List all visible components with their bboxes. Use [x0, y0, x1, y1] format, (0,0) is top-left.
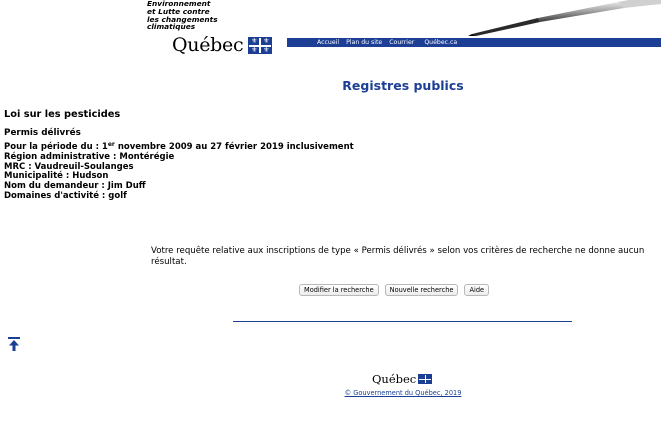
ministry-name [147, 0, 257, 31]
help-button[interactable]: Aide [464, 284, 489, 296]
quebec-wordmark: Québec [172, 34, 244, 56]
new-search-button[interactable]: Nouvelle recherche [385, 284, 459, 296]
law-heading: Loi sur les pesticides [4, 109, 121, 120]
criteria-municipality: Municipalité : Hudson [4, 171, 109, 182]
back-to-top-icon[interactable] [8, 336, 20, 350]
nav-link-quebec-ca[interactable]: Québec.ca [424, 39, 458, 46]
ministry-line: climatiques [147, 22, 196, 32]
register-type-heading: Permis délivrés [4, 128, 81, 138]
footer-wordmark: Québec [372, 372, 417, 386]
quebec-logo[interactable] [172, 34, 272, 56]
criteria-mrc: MRC : Vaudreuil-Soulanges [4, 161, 134, 172]
criteria-applicant: Nom du demandeur : Jim Duff [4, 181, 146, 192]
criteria-region: Région administrative : Montérégie [4, 151, 175, 162]
footer-flag-icon [418, 374, 432, 384]
nav-link-courrier[interactable]: Courrier [389, 39, 415, 46]
ministry-line: et Lutte contre [147, 6, 210, 16]
quebec-flag-icon: ⚜ ⚜ ⚜ ⚜ [248, 37, 272, 54]
nav-link-plan-du-site[interactable]: Plan du site [346, 39, 383, 46]
ministry-line: les changements [147, 14, 218, 24]
footer-quebec-logo[interactable] [372, 372, 432, 386]
criteria-domains: Domaines d'activité : golf [4, 190, 127, 201]
nav-link-accueil[interactable]: Accueil [317, 39, 340, 46]
ministry-line: Environnement [147, 0, 211, 8]
no-results-message: Votre requête relative aux inscriptions de type « Permis délivrés » selon vos critères de recherche ne donne aucun résultat. [151, 246, 645, 267]
action-buttons [299, 284, 489, 296]
pen-icon [468, 0, 661, 36]
top-navigation [287, 38, 661, 47]
period-suffix: novembre 2009 au 27 février 2019 inclusivement [114, 142, 354, 152]
search-criteria [4, 143, 354, 202]
copyright-link[interactable]: © Gouvernement du Québec, 2019 [344, 389, 462, 397]
divider [233, 321, 572, 322]
modify-search-button[interactable]: Modifier la recherche [299, 284, 379, 296]
period-prefix: Pour la période du : 1 [4, 142, 108, 152]
page-title: Registres publics [342, 78, 464, 93]
period-superscript: er [107, 141, 115, 148]
